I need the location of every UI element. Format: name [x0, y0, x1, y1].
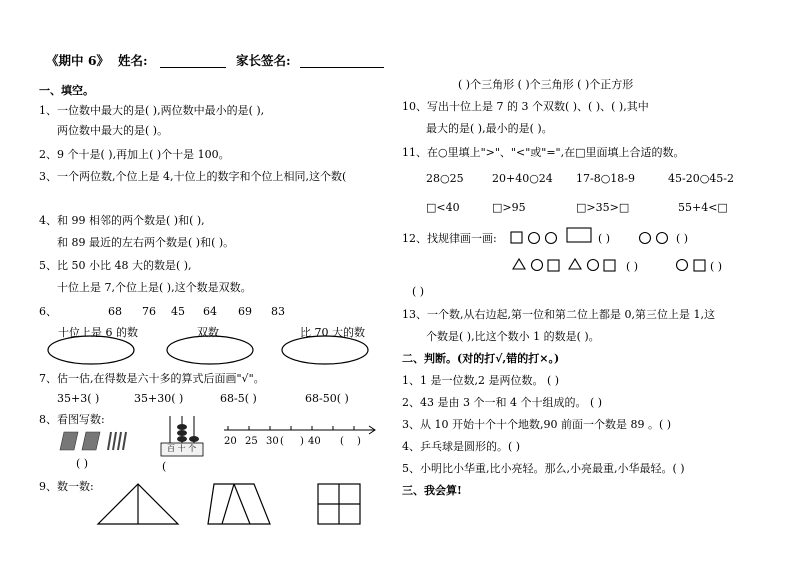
- q11-compare: 20+40○24: [492, 172, 553, 185]
- judge-item: 1、1 是一位数,2 是两位数。 ( ): [402, 374, 560, 387]
- q13-line1: 13、一个数,从右边起,第一位和第二位上都是 0,第三位上是 1,这: [402, 308, 715, 321]
- q12-blank: ( ): [598, 232, 611, 245]
- q10-line2: 最大的是( ),最小的是( )。: [426, 122, 553, 135]
- ruler-label: 25: [245, 436, 258, 447]
- section-1-heading: 一、填空。: [39, 84, 94, 97]
- circle-shape: [657, 233, 668, 244]
- square-shape: [694, 260, 705, 271]
- q6-number: 69: [238, 305, 252, 318]
- q6-oval-label-2: 双数: [197, 326, 219, 339]
- section-3-heading: 三、我会算!: [402, 484, 462, 497]
- q11-fill: 55+4<□: [678, 201, 728, 214]
- q1-line1: 1、一位数中最大的是( ),两位数中最小的是( ),: [39, 104, 265, 117]
- q4-line1: 4、和 99 相邻的两个数是( )和( ),: [39, 214, 205, 227]
- q11-fill: □>35>□: [576, 201, 630, 214]
- paper-title: 《期中 6》: [46, 53, 110, 68]
- q6-number: 68: [108, 305, 122, 318]
- triangle-shape: [569, 259, 581, 269]
- q6-label: 6、: [39, 305, 57, 318]
- q11-prompt: 11、在○里填上">"、"<"或"=",在□里面填上合适的数。: [402, 146, 685, 159]
- abacus-label: 百 十 个: [167, 444, 197, 453]
- q4-line2: 和 89 最近的左右两个数是( )和( )。: [57, 236, 235, 249]
- circle-shape: [677, 260, 688, 271]
- q9-prompt: 9、数一数:: [39, 480, 94, 493]
- q7-item: 35+3( ): [57, 392, 100, 405]
- ruler-label: ): [300, 436, 304, 447]
- q5-line2: 十位上是 7,个位上是( ),这个数是双数。: [57, 281, 252, 294]
- q11-fill: □>95: [492, 201, 526, 214]
- ruler-label: ): [357, 436, 361, 447]
- q8-sticks-blank: ( ): [76, 457, 89, 470]
- square-shape: [604, 260, 615, 271]
- name-label: 姓名:: [118, 53, 148, 68]
- judge-item: 2、43 是由 3 个一和 4 个十组成的。 ( ): [402, 396, 603, 409]
- abacus-blank: (: [162, 460, 167, 473]
- q13-line2: 个数是( ),比这个数小 1 的数是( )。: [426, 330, 600, 343]
- q12-blank: ( ): [676, 232, 689, 245]
- q1-line2: 两位数中最大的是( )。: [57, 124, 169, 137]
- ruler-label: 40: [308, 436, 321, 447]
- q6-number: 45: [171, 305, 185, 318]
- q6-number: 64: [203, 305, 217, 318]
- circle-shape: [588, 260, 599, 271]
- q8-prompt: 8、看图写数:: [39, 413, 105, 426]
- q11-compare: 28○25: [426, 172, 464, 185]
- q3: 3、一个两位数,个位上是 4,十位上的数字和个位上相同,这个数(: [39, 170, 347, 183]
- q12-blank: ( ): [710, 260, 723, 273]
- q11-compare: 17-8○18-9: [576, 172, 636, 185]
- ruler-label: 20: [224, 436, 237, 447]
- q2: 2、9 个十是( ),再加上( )个十是 100。: [39, 148, 230, 161]
- q7-item: 68-50( ): [305, 392, 349, 405]
- q9-shape-counts: ( )个三角形 ( )个三角形 ( )个正方形: [458, 78, 634, 91]
- square-shape: [548, 260, 559, 271]
- circle-shape: [546, 233, 557, 244]
- rectangle-shape: [567, 228, 591, 242]
- judge-item: 3、从 10 开始十个十个地数,90 前面一个数是 89 。( ): [402, 418, 672, 431]
- parent-signature-label: 家长签名:: [236, 53, 291, 68]
- circle-shape: [532, 260, 543, 271]
- q6-number: 83: [271, 305, 285, 318]
- q12-blank: ( ): [626, 260, 639, 273]
- square-shape: [511, 232, 522, 243]
- q12-extra-blank: ( ): [412, 285, 425, 298]
- q6-number: 76: [142, 305, 156, 318]
- judge-item: 5、小明比小华重,比小亮轻。那么,小亮最重,小华最轻。( ): [402, 462, 685, 475]
- circle-shape: [640, 233, 651, 244]
- triangle-shape: [513, 259, 525, 269]
- q11-fill: □<40: [426, 201, 460, 214]
- section-2-heading: 二、判断。(对的打√,错的打×。): [402, 352, 560, 365]
- q7-prompt: 7、估一估,在得数是六十多的算式后面画"√"。: [39, 372, 265, 385]
- q5-line1: 5、比 50 小比 48 大的数是( ),: [39, 259, 192, 272]
- ruler-label: (: [340, 436, 344, 447]
- q6-oval-label-1: 十位上是 6 的数: [58, 326, 138, 339]
- judge-item: 4、乒乓球是圆形的。( ): [402, 440, 521, 453]
- q6-oval-label-3: 比 70 大的数: [300, 326, 365, 339]
- circle-shape: [529, 233, 540, 244]
- q12-label: 12、找规律画一画:: [402, 232, 497, 245]
- q10-line1: 10、写出十位上是 7 的 3 个双数( )、( )、( ),其中: [402, 100, 649, 113]
- ruler-label: (: [280, 436, 284, 447]
- q11-compare: 45-20○45-2: [668, 172, 735, 185]
- ruler-label: 30: [266, 436, 279, 447]
- q7-item: 35+30( ): [134, 392, 184, 405]
- q7-item: 68-5( ): [220, 392, 257, 405]
